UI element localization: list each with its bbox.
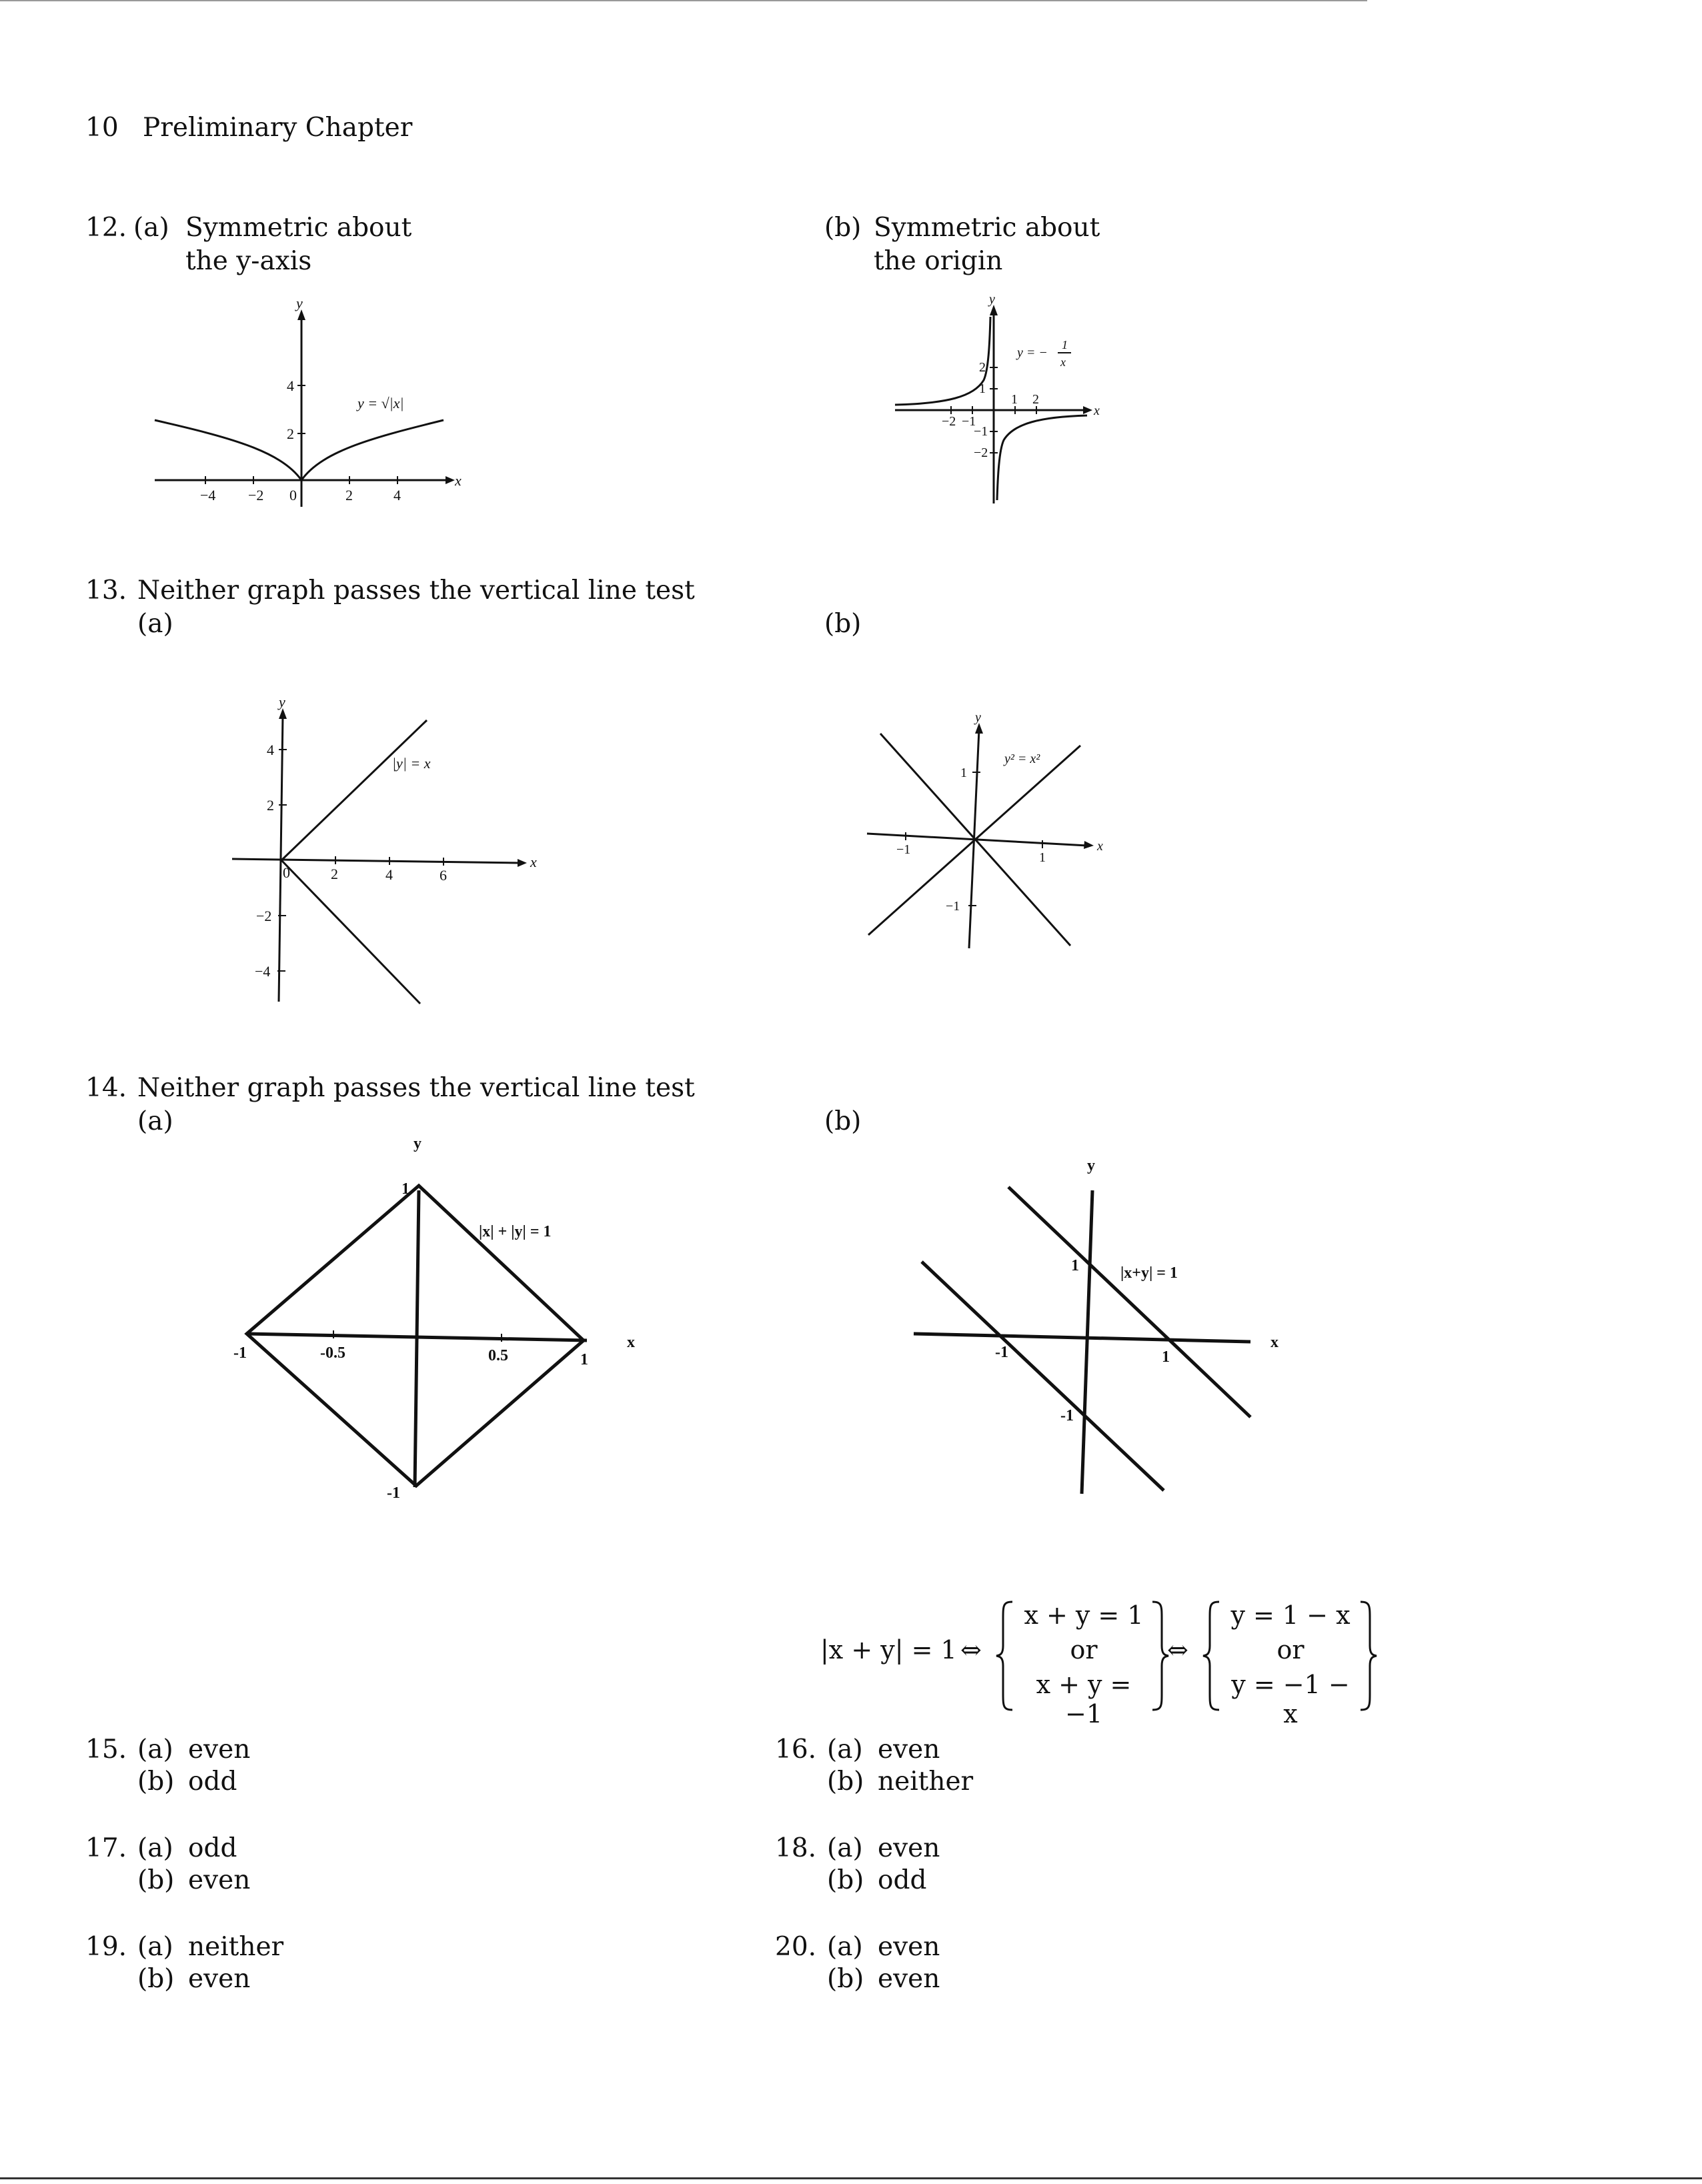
xtick-05: 0.5: [488, 1347, 508, 1364]
line-upper: [281, 720, 427, 860]
x-label: x: [1270, 1334, 1279, 1351]
line-negative: [880, 734, 1070, 946]
answer-number: 17.: [85, 1833, 127, 1863]
equation-label: |x| + |y| = 1: [479, 1223, 552, 1240]
curve-right: [301, 420, 444, 480]
page-number: 10: [85, 113, 119, 143]
xtick-2: 2: [1032, 392, 1039, 407]
left-brace-2: [1202, 1599, 1222, 1713]
xtick-1: 1: [580, 1351, 588, 1368]
answer-b-value: odd: [878, 1865, 927, 1895]
x-label: x: [530, 854, 537, 870]
xtick-2: 2: [345, 487, 353, 503]
line-positive: [868, 746, 1080, 935]
xtick-neg05: -0.5: [320, 1344, 345, 1362]
answer-a-value: even: [878, 1735, 940, 1765]
curve-upper-left: [895, 317, 990, 405]
y-axis: [1082, 1190, 1092, 1494]
answer-number: 20.: [775, 1932, 817, 1962]
xtick-6: 6: [440, 867, 447, 884]
left-brace-1: [995, 1599, 1015, 1713]
equivalence-equation: [820, 1594, 1421, 1729]
set2-line1: y = 1 − x: [1230, 1600, 1351, 1630]
right-brace-2: [1358, 1599, 1378, 1713]
xtick-neg2: −2: [942, 414, 956, 429]
graph-13a: [227, 694, 540, 1014]
answer-a-label: (a): [137, 1932, 173, 1962]
x-axis: [914, 1334, 1250, 1342]
problem-12b-label: (b): [824, 213, 862, 243]
answer-a-label: (a): [137, 1833, 173, 1863]
x-label: x: [1094, 403, 1100, 418]
ytick-2: 2: [267, 797, 274, 814]
bottom-rule: [0, 2177, 1702, 2179]
graph-12a: [147, 295, 467, 520]
answer-b-label: (b): [137, 1865, 175, 1895]
xtick-1: 1: [1162, 1348, 1170, 1366]
graph-14b: [907, 1154, 1307, 1500]
ytick-2: 2: [287, 425, 294, 442]
ytick-neg2: −2: [256, 908, 272, 924]
set1-line2: or: [1070, 1635, 1098, 1665]
answer-a-label: (a): [827, 1932, 863, 1962]
ytick-neg1: −1: [974, 424, 988, 439]
answer-a-value: even: [878, 1932, 940, 1962]
curve-left: [155, 420, 301, 480]
xtick-neg4: −4: [200, 487, 216, 503]
xtick-1: 1: [1039, 850, 1046, 865]
problem-12-number: 12.: [85, 213, 127, 243]
problem-12a-line1: Symmetric about: [185, 213, 412, 243]
answer-b-value: even: [188, 1865, 251, 1895]
ytick-neg2: −2: [974, 445, 988, 460]
answer-b-label: (b): [137, 1767, 175, 1797]
answer-a-value: neither: [188, 1932, 284, 1962]
xtick-2: 2: [331, 866, 338, 882]
answer-b-label: (b): [137, 1964, 175, 1994]
answer-b-value: even: [188, 1964, 251, 1994]
equation-label: |y| = x: [392, 755, 431, 772]
set1-line1: x + y = 1: [1024, 1600, 1144, 1630]
set2-line3: y = −1 − x: [1231, 1670, 1350, 1729]
equation-lhs: |x + y| = 1: [820, 1635, 957, 1665]
ytick-2: 2: [979, 360, 986, 375]
problem-13-number: 13.: [85, 576, 127, 606]
ytick-1: 1: [1071, 1257, 1079, 1274]
xtick-0: 0: [283, 864, 290, 881]
problem-14-number: 14.: [85, 1073, 127, 1103]
answer-a-value: even: [188, 1735, 251, 1765]
ytick-neg1: -1: [1060, 1407, 1074, 1424]
equation-label: y² = x²: [1004, 752, 1040, 766]
line-lower: [281, 860, 420, 1004]
answer-number: 18.: [775, 1833, 817, 1863]
set2-line2: or: [1276, 1635, 1305, 1665]
xtick-1: 1: [1011, 392, 1018, 407]
graph-12b: [887, 292, 1114, 510]
xtick-4: 4: [385, 866, 393, 883]
x-axis-arrow: [1083, 406, 1092, 414]
ytick-neg1: −1: [946, 899, 960, 914]
xtick-4: 4: [393, 487, 401, 503]
xtick-neg1: −1: [962, 414, 976, 429]
equation-numerator: 1: [1062, 338, 1068, 351]
problem-14b-label: (b): [824, 1106, 862, 1136]
graph-14a: [227, 1134, 654, 1507]
answer-a-label: (a): [827, 1735, 863, 1765]
problem-12b-line2: the origin: [874, 246, 1003, 276]
x-label: x: [455, 472, 462, 489]
answer-number: 16.: [775, 1735, 817, 1765]
xtick-neg1: -1: [995, 1344, 1008, 1361]
problem-14a-label: (a): [137, 1106, 173, 1136]
problem-12b-line1: Symmetric about: [874, 213, 1100, 243]
ytick-neg4: −4: [255, 963, 271, 980]
y-label: y: [296, 295, 303, 311]
answer-a-label: (a): [827, 1833, 863, 1863]
equation-denominator: x: [1060, 355, 1066, 369]
equation-label: |x+y| = 1: [1120, 1264, 1178, 1282]
chapter-title: Preliminary Chapter: [143, 113, 413, 143]
answer-b-value: odd: [188, 1767, 237, 1797]
problem-13a-label: (a): [137, 609, 173, 639]
y-label: y: [989, 292, 995, 307]
equation-label: y = √|x|: [357, 395, 404, 411]
ytick-4: 4: [287, 377, 294, 394]
y-label: y: [413, 1135, 421, 1152]
xtick-neg1: −1: [896, 842, 911, 857]
problem-12a-label: (a): [133, 213, 169, 243]
x-axis-arrow: [518, 859, 527, 867]
curve-lower-right: [997, 415, 1087, 500]
answer-number: 15.: [85, 1735, 127, 1765]
problem-13b-label: (b): [824, 609, 862, 639]
answer-a-value: odd: [188, 1833, 237, 1863]
xtick-neg1: -1: [233, 1344, 247, 1362]
problem-14-text: Neither graph passes the vertical line test: [137, 1073, 695, 1103]
line-lower: [922, 1262, 1164, 1490]
xtick-neg2: −2: [248, 487, 264, 503]
equation-lhs: y = −: [1017, 345, 1048, 360]
line-upper: [1008, 1187, 1250, 1417]
answer-b-label: (b): [827, 1964, 864, 1994]
answer-b-label: (b): [827, 1865, 864, 1895]
y-label: y: [279, 694, 285, 710]
set1-line3: x + y = −1: [1036, 1670, 1132, 1729]
ytick-4: 4: [267, 742, 274, 758]
graph-13b: [860, 710, 1114, 960]
equivalence-arrow-2: ⇔: [1167, 1635, 1188, 1665]
ytick-1: 1: [979, 381, 986, 396]
xtick-0: 0: [289, 487, 297, 503]
equivalence-arrow-1: ⇔: [960, 1635, 982, 1665]
answer-number: 19.: [85, 1932, 127, 1962]
x-axis-arrow: [446, 476, 455, 484]
ytick-1: 1: [960, 766, 967, 780]
y-label: y: [1087, 1157, 1095, 1174]
answer-a-label: (a): [137, 1735, 173, 1765]
y-label: y: [975, 710, 981, 725]
problem-13-text: Neither graph passes the vertical line test: [137, 576, 695, 606]
answer-b-value: neither: [878, 1767, 974, 1797]
ytick-1: 1: [401, 1180, 409, 1198]
problem-12a-line2: the y-axis: [185, 246, 312, 276]
x-label: x: [627, 1334, 635, 1351]
x-label: x: [1097, 839, 1103, 854]
answer-a-value: even: [878, 1833, 940, 1863]
x-axis-arrow: [1084, 841, 1094, 849]
x-axis: [232, 859, 520, 863]
answer-b-value: even: [878, 1964, 940, 1994]
ytick-neg1: -1: [387, 1484, 400, 1502]
answer-b-label: (b): [827, 1767, 864, 1797]
top-rule: [0, 0, 1367, 1]
y-axis: [415, 1190, 419, 1487]
